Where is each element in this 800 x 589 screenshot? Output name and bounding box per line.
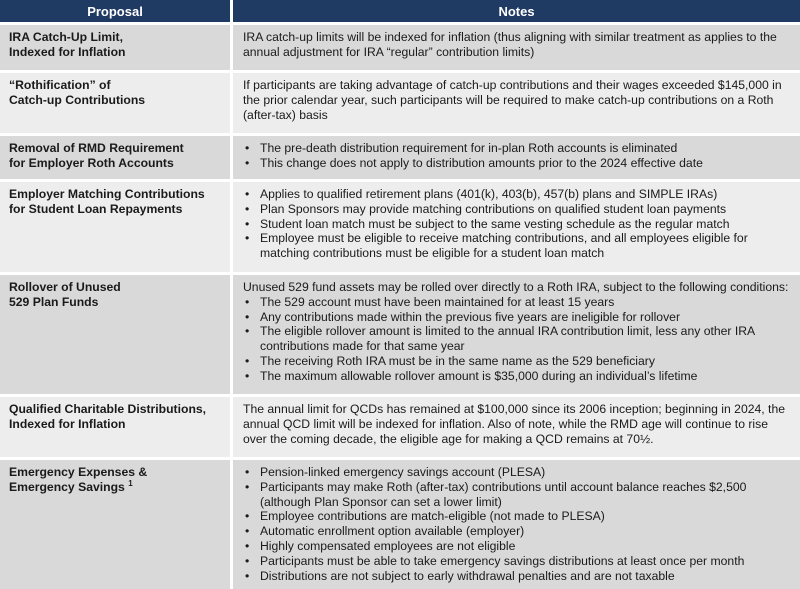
table-row — [0, 397, 800, 460]
list-item — [243, 539, 794, 554]
list-item-text: Participants must be able to take emergency savings distributions at least once per month — [260, 553, 745, 568]
list-item — [243, 480, 794, 510]
bullet-icon: • — [245, 309, 250, 324]
list-item-text: Employee contributions are match-eligible (not made to PLESA) — [260, 509, 605, 524]
list-item-text: Plan Sponsors may provide matching contributions on qualified student loan payments — [260, 201, 727, 216]
list-item — [243, 465, 794, 480]
list-item-text: The 529 account must have been maintained for at least 15 years — [260, 294, 615, 309]
list-item — [243, 141, 794, 156]
bullet-icon: • — [245, 353, 250, 368]
proposal-line: IRA Catch-Up Limit, — [9, 30, 123, 44]
table-row — [0, 275, 800, 397]
table-row — [0, 460, 800, 589]
list-item-text: Participants may make Roth (after-tax) contributions until account balance reaches $2,500 (although Plan Sponsor can set a lower limit) — [260, 479, 747, 509]
proposal-line: Indexed for Inflation — [9, 44, 126, 59]
bullet-list — [243, 141, 794, 171]
proposal-line: Qualified Charitable Distributions, — [9, 402, 207, 416]
list-item-text: The eligible rollover amount is limited to the annual IRA contribution limit, less any other IRA contributions made for that same year — [260, 324, 755, 354]
list-item-text: This change does not apply to distribution amounts prior to the 2024 effective date — [260, 155, 703, 170]
proposal-line: for Employer Roth Accounts — [9, 155, 174, 170]
proposal-line: “Rothification” of — [9, 78, 111, 92]
list-item — [243, 231, 794, 261]
bullet-list — [243, 187, 794, 261]
list-item — [243, 324, 794, 354]
proposal-cell — [0, 73, 233, 136]
proposal-line: Emergency Expenses & — [9, 465, 148, 479]
bullet-icon: • — [245, 524, 250, 539]
bullet-icon: • — [245, 538, 250, 553]
proposal-line: for Student Loan Repayments — [9, 201, 183, 216]
notes-cell — [233, 136, 800, 182]
notes-cell — [233, 182, 800, 275]
header-proposal: Proposal — [0, 0, 233, 25]
table-row — [0, 25, 800, 73]
bullet-icon: • — [245, 465, 250, 479]
list-item — [243, 509, 794, 524]
bullet-icon: • — [245, 568, 250, 583]
proposal-line: Employer Matching Contributions — [9, 187, 205, 201]
list-item-text: Distributions are not subject to early withdrawal penalties and are not taxable — [260, 568, 675, 583]
list-item-text: Employee must be eligible to receive matching contributions, and all employees eligible for matching contributions must be eligible for a student loan match — [260, 231, 748, 261]
notes-text: If participants are taking advantage of catch-up contributions and their wages exceeded $145,000 in the prior calendar year, such participants will be required to make catch-up contributions on a Roth (after-tax) basis — [243, 78, 782, 122]
bullet-icon: • — [245, 155, 250, 170]
bullet-icon: • — [245, 509, 250, 524]
notes-text: IRA catch-up limits will be indexed for inflation (thus aligning with similar treatment as applies to the annual adjustment for IRA “regular” contribution limits) — [243, 30, 777, 59]
proposal-cell — [0, 397, 233, 460]
bullet-icon: • — [245, 141, 250, 155]
list-item — [243, 354, 794, 369]
proposal-cell — [0, 460, 233, 589]
notes-cell — [233, 460, 800, 589]
list-item-text: Highly compensated employees are not eligible — [260, 538, 516, 553]
bullet-icon: • — [245, 231, 250, 246]
bullet-icon: • — [245, 553, 250, 568]
list-item-text: The maximum allowable rollover amount is $35,000 during an individual’s lifetime — [260, 368, 698, 383]
proposal-line: Rollover of Unused — [9, 280, 121, 294]
table-header-row — [0, 0, 800, 25]
bullet-icon: • — [245, 216, 250, 231]
proposal-line-text: Emergency Savings — [9, 479, 125, 494]
list-item-text: The receiving Roth IRA must be in the same name as the 529 beneficiary — [260, 353, 655, 368]
bullet-icon: • — [245, 201, 250, 216]
list-item — [243, 369, 794, 384]
table-row — [0, 73, 800, 136]
header-notes: Notes — [233, 0, 800, 25]
proposal-cell — [0, 275, 233, 397]
proposal-line: Indexed for Inflation — [9, 416, 126, 431]
list-item — [243, 524, 794, 539]
proposal-line: Catch-up Contributions — [9, 92, 146, 107]
bullet-icon: • — [245, 479, 250, 494]
bullet-icon: • — [245, 294, 250, 309]
proposal-line — [9, 480, 222, 495]
notes-cell — [233, 397, 800, 460]
proposal-line: 529 Plan Funds — [9, 294, 99, 309]
list-item — [243, 202, 794, 217]
bullet-icon: • — [245, 368, 250, 383]
table-row — [0, 136, 800, 182]
list-item-text: Automatic enrollment option available (employer) — [260, 524, 525, 539]
table-row — [0, 182, 800, 275]
list-item-text: Applies to qualified retirement plans (401(k), 403(b), 457(b) plans and SIMPLE IRAs) — [260, 187, 718, 201]
bullet-icon: • — [245, 324, 250, 339]
bullet-icon: • — [245, 187, 250, 201]
proposal-cell — [0, 25, 233, 73]
list-item — [243, 554, 794, 569]
notes-cell — [233, 25, 800, 73]
bullet-list — [243, 295, 794, 384]
notes-text: The annual limit for QCDs has remained at $100,000 since its 2006 inception; beginning in 2024, the annual QCD limit will be indexed for inflation. Also of note, while the RMD age will continue to rise over the coming decade, the eligible age for making a QCD remains at 70½. — [243, 402, 786, 446]
list-item — [243, 295, 794, 310]
proposal-cell — [0, 182, 233, 275]
notes-cell — [233, 275, 800, 397]
list-item — [243, 569, 794, 584]
list-item-text: Pension-linked emergency savings account (PLESA) — [260, 465, 546, 479]
notes-cell — [233, 73, 800, 136]
proposal-cell — [0, 136, 233, 182]
list-item — [243, 310, 794, 325]
list-item-text: Student loan match must be subject to the same vesting schedule as the regular match — [260, 216, 730, 231]
list-item-text: The pre-death distribution requirement for in-plan Roth accounts is eliminated — [260, 141, 678, 155]
list-item — [243, 187, 794, 202]
proposal-line: Removal of RMD Requirement — [9, 141, 184, 155]
list-item-text: Any contributions made within the previous five years are ineligible for rollover — [260, 309, 680, 324]
footnote-marker: 1 — [128, 478, 133, 488]
bullet-list — [243, 465, 794, 583]
notes-text: Unused 529 fund assets may be rolled over directly to a Roth IRA, subject to the following conditions: — [243, 280, 789, 294]
list-item — [243, 217, 794, 232]
list-item — [243, 156, 794, 171]
